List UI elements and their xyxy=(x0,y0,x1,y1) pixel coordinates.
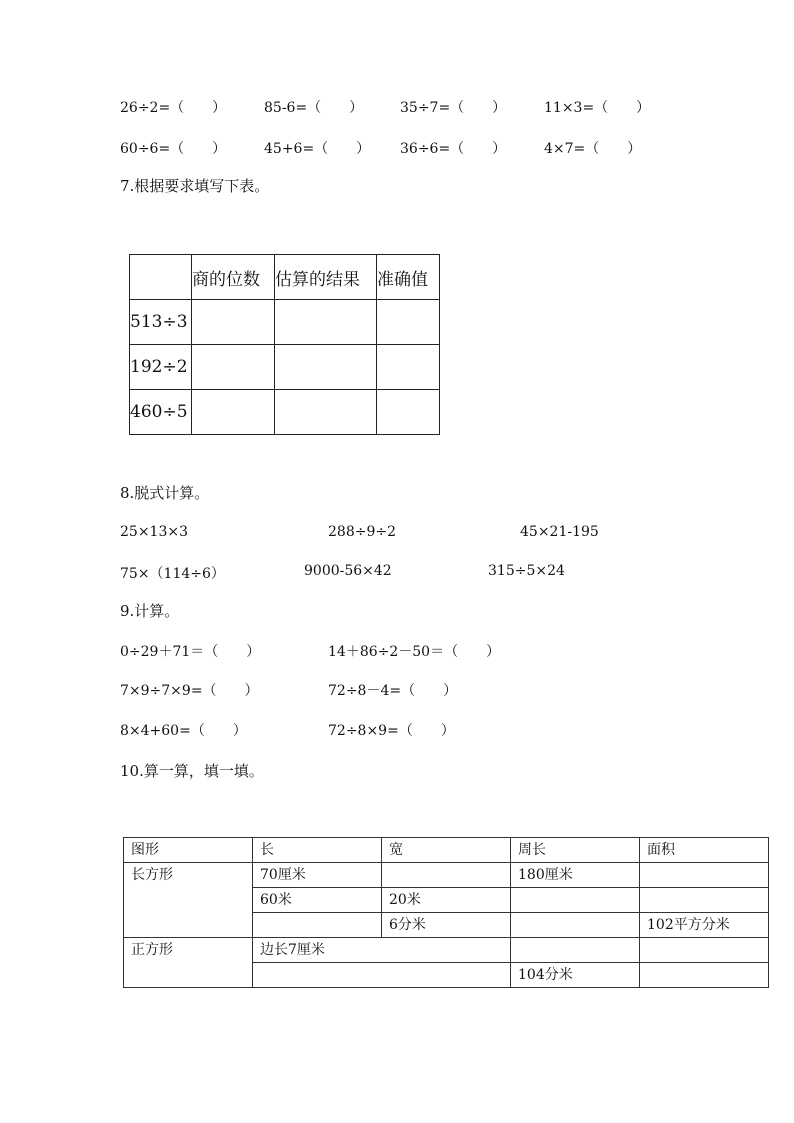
q7-row-label: 192÷2 xyxy=(130,345,192,390)
q10-cell[interactable] xyxy=(511,938,640,963)
q10-cell[interactable] xyxy=(511,888,640,913)
oral-item: 85-6=（ ） xyxy=(264,100,364,116)
oral-item: 26÷2=（ ） xyxy=(120,100,227,116)
q10-title: 10.算一算，填一填。 xyxy=(120,762,264,780)
q9-title: 9.计算。 xyxy=(120,602,180,620)
q8-title: 8.脱式计算。 xyxy=(120,484,210,502)
q10-cell: 104分米 xyxy=(511,963,640,988)
q10-header: 图形 xyxy=(124,838,253,863)
q10-cell[interactable] xyxy=(382,863,511,888)
q10-header: 周长 xyxy=(511,838,640,863)
q10-cell: 60米 xyxy=(253,888,382,913)
q8-item: 75×（114÷6） xyxy=(120,566,225,582)
q7-cell[interactable] xyxy=(192,390,275,435)
oral-item: 4×7=（ ） xyxy=(544,141,642,157)
q8-item: 288÷9÷2 xyxy=(328,524,396,540)
q10-cell[interactable] xyxy=(640,888,769,913)
q10-cell: 102平方分米 xyxy=(640,913,769,938)
q9-item: 72÷8－4=（ ） xyxy=(328,683,458,699)
q10-cell: 20米 xyxy=(382,888,511,913)
q9-item: 0÷29＋71＝（ ） xyxy=(120,644,261,660)
q7-header-digits: 商的位数 xyxy=(192,255,275,300)
q7-cell[interactable] xyxy=(377,390,440,435)
q9-item: 7×9÷7×9=（ ） xyxy=(120,683,259,699)
q10-cell[interactable] xyxy=(640,863,769,888)
oral-item: 35÷7=（ ） xyxy=(400,100,507,116)
q10-cell: 180厘米 xyxy=(511,863,640,888)
q10-square-label: 正方形 xyxy=(124,938,253,988)
q7-cell[interactable] xyxy=(377,300,440,345)
q8-item: 25×13×3 xyxy=(120,524,188,540)
oral-item: 60÷6=（ ） xyxy=(120,141,227,157)
q7-header-estimate: 估算的结果 xyxy=(275,255,377,300)
q7-row-label: 460÷5 xyxy=(130,390,192,435)
q10-cell[interactable] xyxy=(511,913,640,938)
q10-header: 面积 xyxy=(640,838,769,863)
q10-cell: 70厘米 xyxy=(253,863,382,888)
q10-cell: 6分米 xyxy=(382,913,511,938)
q9-item: 72÷8×9=（ ） xyxy=(328,723,455,739)
q7-table xyxy=(129,254,440,435)
q7-cell[interactable] xyxy=(192,345,275,390)
q8-item: 45×21-195 xyxy=(520,524,599,540)
q10-header: 长 xyxy=(253,838,382,863)
q10-rect-label: 长方形 xyxy=(124,863,253,938)
q10-header: 宽 xyxy=(382,838,511,863)
q10-cell[interactable] xyxy=(253,963,511,988)
oral-item: 45+6=（ ） xyxy=(264,141,371,157)
q7-cell[interactable] xyxy=(275,390,377,435)
q8-item: 9000-56×42 xyxy=(304,563,392,579)
q7-header-exact: 准确值 xyxy=(377,255,440,300)
q8-item: 315÷5×24 xyxy=(488,563,565,579)
q7-cell[interactable] xyxy=(275,300,377,345)
q7-cell[interactable] xyxy=(275,345,377,390)
q10-cell: 边长7厘米 xyxy=(253,938,511,963)
oral-item: 36÷6=（ ） xyxy=(400,141,507,157)
q9-item: 14＋86÷2－50＝（ ） xyxy=(328,644,501,660)
oral-item: 11×3=（ ） xyxy=(544,100,651,116)
q10-cell[interactable] xyxy=(640,938,769,963)
q9-item: 8×4+60=（ ） xyxy=(120,723,247,739)
q10-table xyxy=(123,837,769,988)
q7-row-label: 513÷3 xyxy=(130,300,192,345)
q7-title: 7.根据要求填写下表。 xyxy=(120,177,270,195)
q10-cell[interactable] xyxy=(640,963,769,988)
q7-header-empty xyxy=(130,255,192,300)
q7-cell[interactable] xyxy=(192,300,275,345)
q10-cell[interactable] xyxy=(253,913,382,938)
q7-cell[interactable] xyxy=(377,345,440,390)
